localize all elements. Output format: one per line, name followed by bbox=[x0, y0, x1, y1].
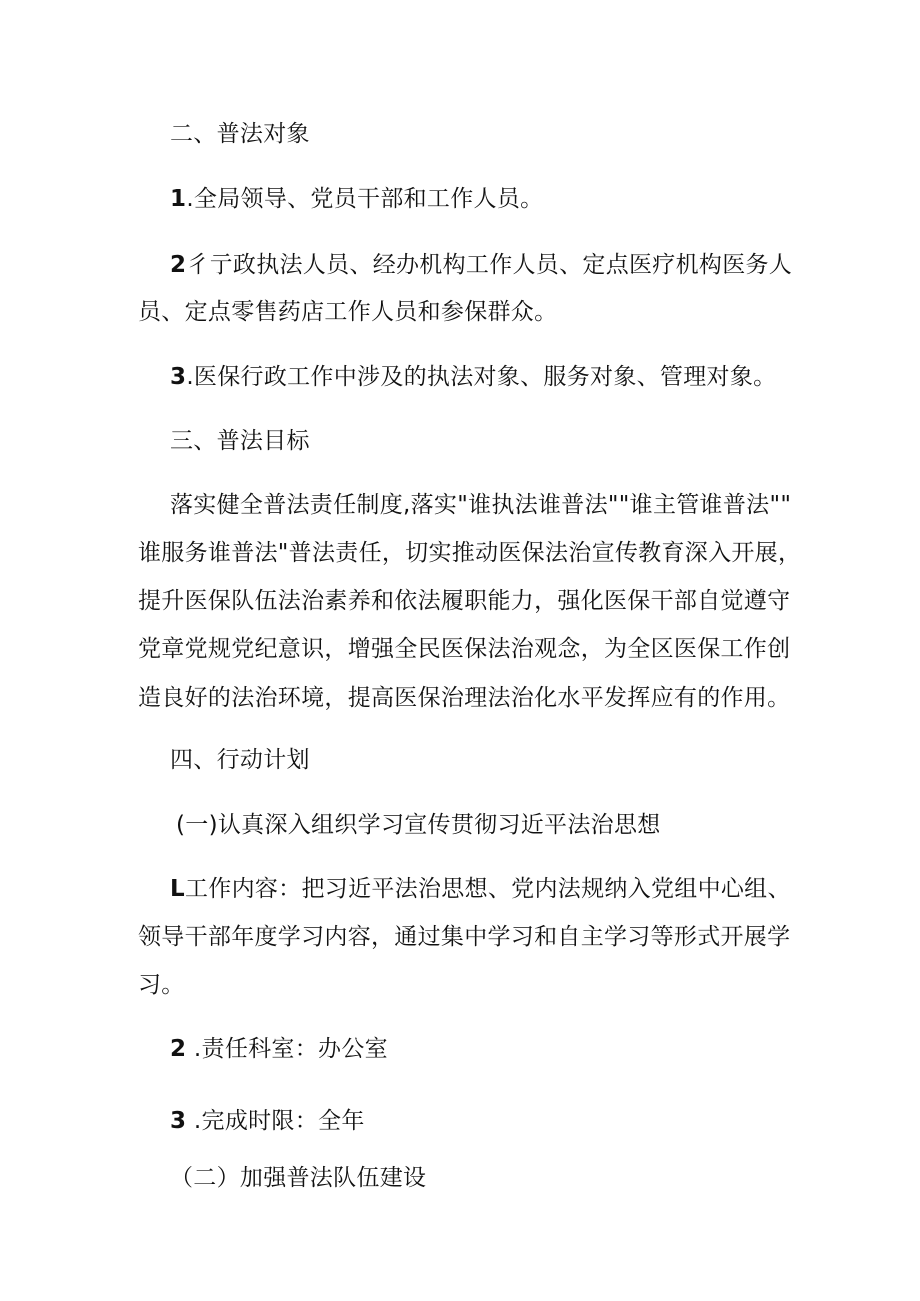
paragraph-line: 党章党规党纪意识，增强全民医保法治观念，为全区医保工作创 bbox=[138, 636, 791, 662]
section-heading-targets: 二、普法对象 bbox=[170, 121, 310, 147]
item-text-continuation: 员、定点零售药店工作人员和参保群众。 bbox=[138, 299, 558, 325]
section-heading-goals: 三、普法目标 bbox=[170, 428, 310, 454]
item-number: 3 bbox=[170, 364, 187, 390]
list-item bbox=[170, 250, 792, 280]
paragraph-line: 落实健全普法责任制度,落实"谁执法谁普法""谁主管谁普法"" bbox=[170, 492, 792, 518]
list-item bbox=[170, 362, 776, 392]
item-text: 工作内容：把习近平法治思想、党内法规纳入党组中心组、 bbox=[184, 876, 791, 902]
item-number: 3 bbox=[170, 1108, 187, 1134]
item-number: 2 bbox=[170, 1036, 187, 1062]
list-item bbox=[170, 1034, 388, 1064]
paragraph-line: 提升医保队伍法治素养和依法履职能力，强化医保干部自觉遵守 bbox=[138, 588, 791, 614]
item-text: .完成时限：全年 bbox=[186, 1108, 365, 1134]
subsection-heading: (一)认真深入组织学习宣传贯彻习近平法治思想 bbox=[176, 812, 661, 838]
list-item bbox=[170, 874, 791, 904]
item-number: 2 bbox=[170, 252, 187, 278]
item-text: 彳亍政执法人员、经办机构工作人员、定点医疗机构医务人 bbox=[186, 252, 793, 278]
item-text: .责任科室：办公室 bbox=[186, 1036, 388, 1062]
list-item bbox=[170, 1106, 365, 1136]
paragraph-line: 造良好的法治环境，提高医保治理法治化水平发挥应有的作用。 bbox=[138, 685, 791, 711]
item-text: .全局领导、党员干部和工作人员。 bbox=[186, 186, 544, 212]
item-text-continuation: 领导干部年度学习内容，通过集中学习和自主学习等形式开展学 bbox=[138, 924, 791, 950]
paragraph-line: 谁服务谁普法"普法责任，切实推动医保法治宣传教育深入开展， bbox=[138, 540, 802, 566]
item-text-continuation: 习。 bbox=[138, 972, 185, 998]
section-heading-action-plan: 四、行动计划 bbox=[170, 747, 310, 773]
item-number: L bbox=[170, 876, 185, 902]
list-item bbox=[170, 184, 543, 214]
subsection-heading: （二）加强普法队伍建设 bbox=[170, 1165, 427, 1191]
item-text: .医保行政工作中涉及的执法对象、服务对象、管理对象。 bbox=[186, 364, 777, 390]
item-number: 1 bbox=[170, 186, 187, 212]
